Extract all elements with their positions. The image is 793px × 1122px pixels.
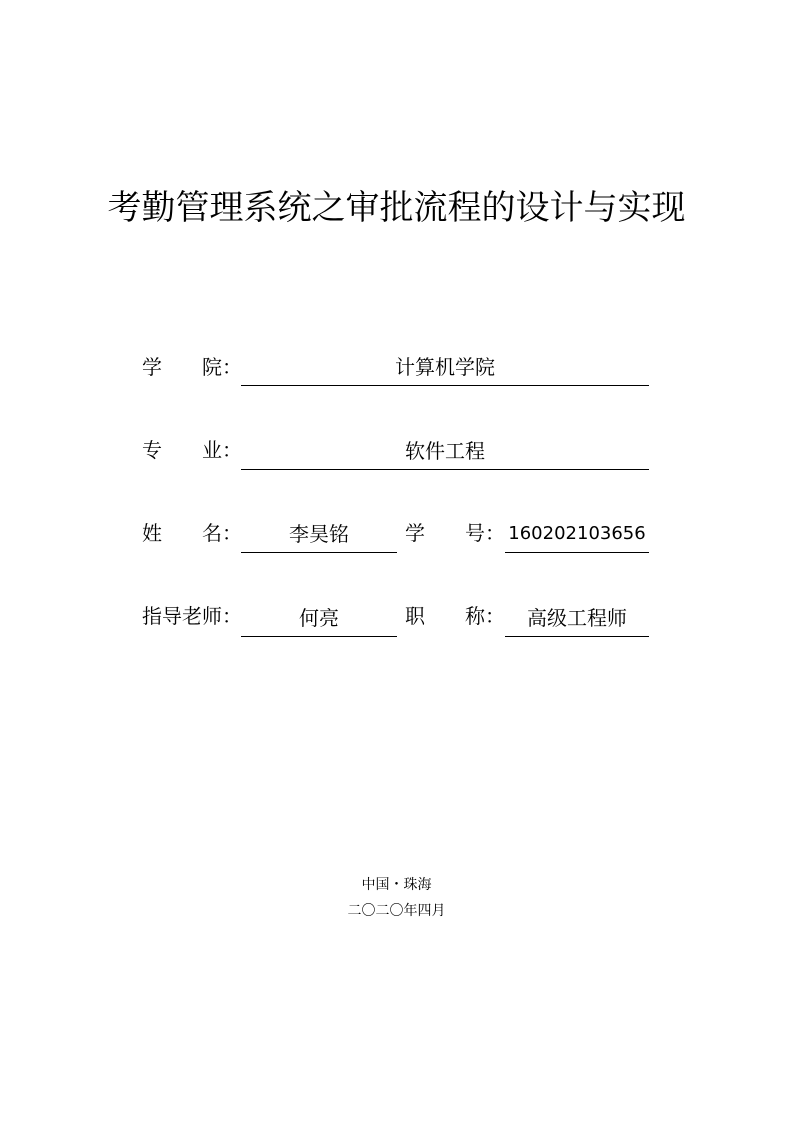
footer-date: 二〇二〇年四月 <box>347 903 446 919</box>
advisor-title-label <box>405 603 505 629</box>
major-value: 软件工程 <box>241 434 649 470</box>
name-value: 李昊铭 <box>241 517 397 553</box>
college-value: 计算机学院 <box>241 350 649 386</box>
advisor-label: 指导老师： <box>142 604 242 628</box>
footer-location: 中国・珠海 <box>361 877 432 893</box>
major-label <box>142 437 242 463</box>
college-label-first: 学 <box>142 355 162 379</box>
college-label-last: 院： <box>202 355 242 379</box>
thesis-title: 考勤管理系统之审批流程的设计与实现 <box>107 188 686 228</box>
student-id-label-last: 号： <box>465 521 505 545</box>
major-label-first: 专 <box>142 438 162 462</box>
name-label-last: 名： <box>202 521 242 545</box>
college-label <box>142 354 242 380</box>
advisor-title-label-first: 职 <box>405 604 425 628</box>
student-id-label <box>405 520 505 546</box>
advisor-value: 何亮 <box>241 601 397 637</box>
major-label-last: 业： <box>202 438 242 462</box>
name-label-first: 姓 <box>142 521 162 545</box>
student-id-value: 160202103656 <box>505 517 649 553</box>
student-id-label-first: 学 <box>405 521 425 545</box>
advisor-title-value: 高级工程师 <box>505 601 649 637</box>
advisor-title-label-last: 称： <box>465 604 505 628</box>
name-label <box>142 520 242 546</box>
